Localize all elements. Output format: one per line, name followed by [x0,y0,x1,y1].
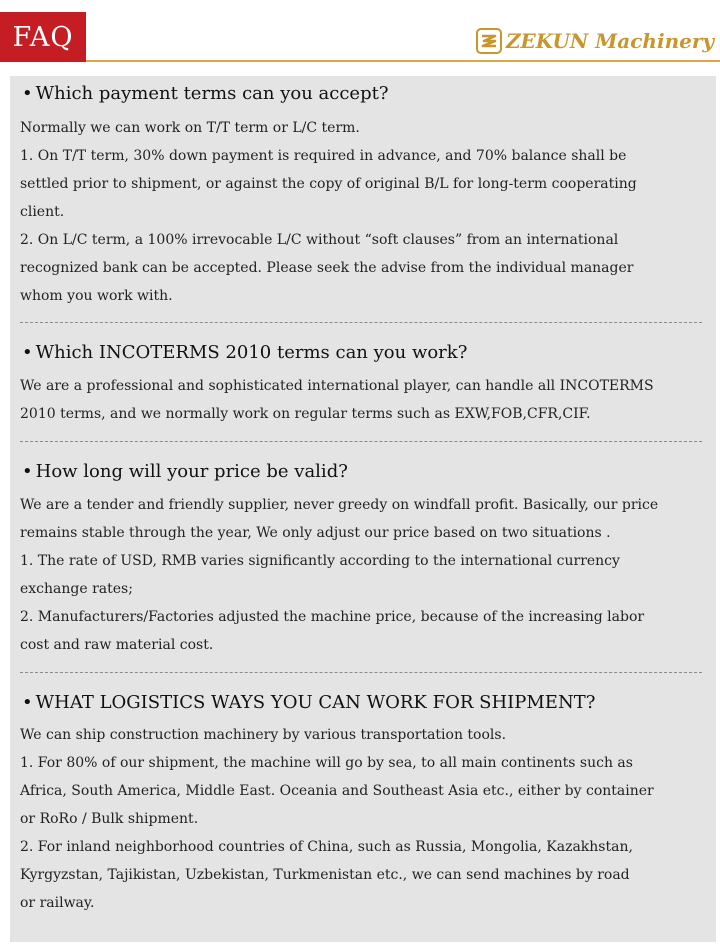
answer-line: We are a tender and friendly supplier, never greedy on windfall profit. Basically, our price [20,497,659,513]
faq-panel [10,76,716,942]
answer-line: settled prior to shipment, or against the copy of original B/L for long-term cooperating [20,176,637,192]
answer-line: 1. The rate of USD, RMB varies significantly according to the international currency [20,553,620,569]
brand-name: ZEKUN Machinery [505,29,714,53]
faq-question [22,342,467,363]
answer-line: Normally we can work on T/T term or L/C term. [20,120,360,136]
faq-answer [20,721,710,917]
faq-answer [20,114,710,310]
faq-question-text: Which INCOTERMS 2010 terms can you work? [35,342,468,363]
header-divider [86,60,720,62]
answer-line: 1. For 80% of our shipment, the machine will go by sea, to all main continents such as [20,755,633,771]
section-divider [20,322,702,323]
bullet-icon: • [22,342,33,363]
faq-question [22,692,595,713]
answer-line: 2. On L/C term, a 100% irrevocable L/C without “soft clauses” from an international [20,232,619,248]
section-divider [20,672,702,673]
answer-line: 2010 terms, and we normally work on regular terms such as EXW,FOB,CFR,CIF. [20,406,591,422]
answer-line: 1. On T/T term, 30% down payment is required in advance, and 70% balance shall be [20,148,627,164]
answer-line: or railway. [20,895,95,911]
answer-line: We can ship construction machinery by various transportation tools. [20,727,507,743]
section-divider [20,441,702,442]
faq-question [22,461,348,482]
answer-line: Kyrgyzstan, Tajikistan, Uzbekistan, Turkmenistan etc., we can send machines by road [20,867,630,883]
answer-line: whom you work with. [20,288,173,304]
zekun-logo-icon [476,28,502,54]
answer-line: exchange rates; [20,581,133,597]
answer-line: or RoRo / Bulk shipment. [20,811,199,827]
faq-question [22,83,388,104]
faq-question-text: How long will your price be valid? [35,461,348,482]
faq-answer [20,372,710,428]
faq-question-text: WHAT LOGISTICS WAYS YOU CAN WORK FOR SHIPMENT? [35,692,596,713]
brand [476,26,714,56]
faq-tab: FAQ [0,12,86,62]
page-header [0,0,720,66]
answer-line: Africa, South America, Middle East. Oceania and Southeast Asia etc., either by container [20,783,654,799]
answer-line: We are a professional and sophisticated international player, can handle all INCOTERMS [20,378,654,394]
answer-line: remains stable through the year, We only adjust our price based on two situations . [20,525,611,541]
answer-line: 2. For inland neighborhood countries of China, such as Russia, Mongolia, Kazakhstan, [20,839,633,855]
answer-line: recognized bank can be accepted. Please seek the advise from the individual manager [20,260,634,276]
answer-line: client. [20,204,65,220]
bullet-icon: • [22,692,33,713]
bullet-icon: • [22,461,33,482]
faq-question-text: Which payment terms can you accept? [35,83,389,104]
answer-line: 2. Manufacturers/Factories adjusted the machine price, because of the increasing labor [20,609,645,625]
faq-answer [20,491,710,659]
answer-line: cost and raw material cost. [20,637,214,653]
bullet-icon: • [22,83,33,104]
